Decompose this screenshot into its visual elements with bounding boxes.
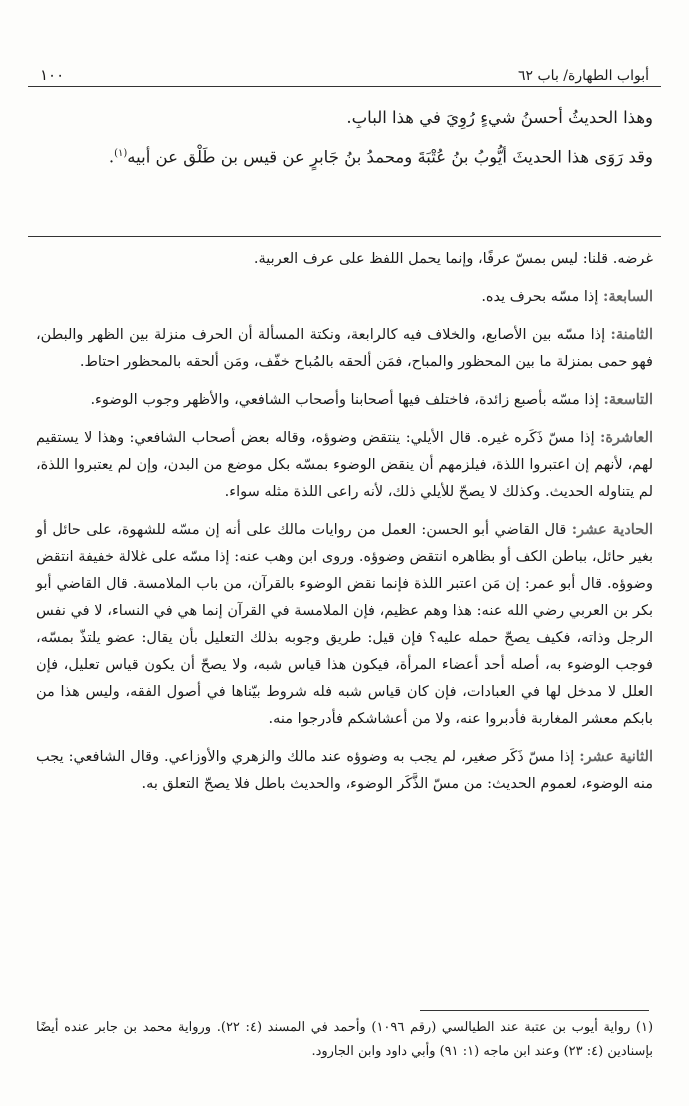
hadith-line-1: وهذا الحديثُ أحسنُ شيءٍ رُوِيَ في هذا البابِ. [346,108,653,127]
footnote-rule [420,1010,649,1011]
page-header [40,58,649,84]
running-title: أبواب الطهارة/ باب ٦٢ [518,68,649,84]
paragraph-lead: التاسعة: [603,391,653,408]
commentary-paragraph: غرضه. قلنا: ليس بمسّ عرفًا، وإنما يحمل اللفظ على عرف العربية. [253,251,653,267]
paragraph-lead: الثامنة: [610,326,653,343]
commentary-paragraph: العاشرة: إذا مسّ ذَكَره غيره. قال الأيلي: ينتقض وضوؤه، وقاله بعض أصحاب الشافعي: وهذا لا يستقيم لهم، لأنهم إن اعتبروا اللذة، فيلزمهم أن ينقض الوضوء بمسّه بكل موضع من البدن، وإن لم يعتبروا اللذة، لم يتناوله الحديث. وكذلك لا يصحّ للأيلي ذلك، لأنه راعى اللذة مثله سواء. [36,429,653,500]
paragraph-lead: السابعة: [603,288,653,305]
commentary-paragraph: الثانية عشر: إذا مسّ ذَكَر صغير، لم يجب به وضوؤه عند مالك والزهري والأوزاعي. وقال الشافعي: يجب منه الوضوء، لعموم الحديث: من مسّ الذَّكَر الوضوء، والحديث باطل فلا يصحّ التعلق به. [36,748,653,792]
commentary-paragraph: الحادية عشر: قال القاضي أبو الحسن: العمل من روايات مالك على أنه إن مسّه للشهوة، على حائل أو بغير حائل، بباطن الكف أو بظاهره انتقض وضوؤه. وروى ابن وهب عنه: إذا مسّه على غلالة خفيفة انتقض وضوؤه. قال أبو عمر: إن مَن اعتبر اللذة فإنما نقض الوضوء بالقرآن، من باب الملامسة. قال القاضي أبو بكر بن العربي رضي الله عنه: هذا وهم عظيم، فإن الملامسة في القرآن إنما هي في النساء، لا في نفس الرجل وذاته، فكيف يصحّ حمله عليه؟ فإن قيل: طريق وجوبه بذلك التعليل بأن يقال: عضو يلتذّ بمسّه، فوجب الوضوء به، أصله أحد أعضاء المرأة، فيكون هذا قياس شبه، ولا يصحّ أن يكون قياس تعليل، فإن العلل لا مدخل لها في العبادات، فإن كان قياس شبه فله شروط بيّناها في أصول الفقه، وليس هذا من بابكم معشر المغاربة فأدبروا عنه، ولا من أعشاشكم فأدرجوا منه. [36,521,654,727]
paragraph-lead: الحادية عشر: [571,521,654,538]
page-number: ١٠٠ [40,66,65,84]
commentary-section [36,246,653,808]
commentary-paragraph: الثامنة: إذا مسّه بين الأصابع، والخلاف فيه كالرابعة، ونكتة المسألة أن الحرف منزلة بين الظهر والبطن، فهو حمى بمنزلة ما بين المحظور والمباح، فمَن ألحقه بالمُباح خفّف، ومَن ألحقه بالمحظور احتاط. [36,326,653,370]
commentary-paragraph: التاسعة: إذا مسّه بأصبع زائدة، فاختلف فيها أصحابنا وأصحاب الشافعي، والأظهر وجوب الوضوء. [90,391,653,408]
commentary-paragraph: السابعة: إذا مسّه بحرف يده. [481,288,653,305]
footnote-1: (١) رواية أيوب بن عتبة عند الطيالسي (رقم ١٠٩٦) وأحمد في المسند (٤: ٢٢). ورواية محمد بن جابر عنده أيضًا بإسنادين (٤: ٢٣) وعند ابن ماجه (١: ٩١) وأبي داود وابن الجارود. [36,1020,654,1059]
hadith-text [36,100,653,176]
section-divider [28,236,661,237]
footnotes [36,1016,653,1064]
paragraph-lead: الثانية عشر: [579,748,653,765]
paragraph-lead: العاشرة: [600,429,653,446]
hadith-line-2: وقد رَوَى هذا الحديثَ أيُّوبُ بنُ عُتْبَةَ ومحمدُ بنُ جَابرٍ عن قيس بن طَلْق عن أبيه$^{(١)}$. [108,147,653,167]
header-rule [28,86,661,87]
footnote-ref[interactable]: (١) [114,148,128,159]
